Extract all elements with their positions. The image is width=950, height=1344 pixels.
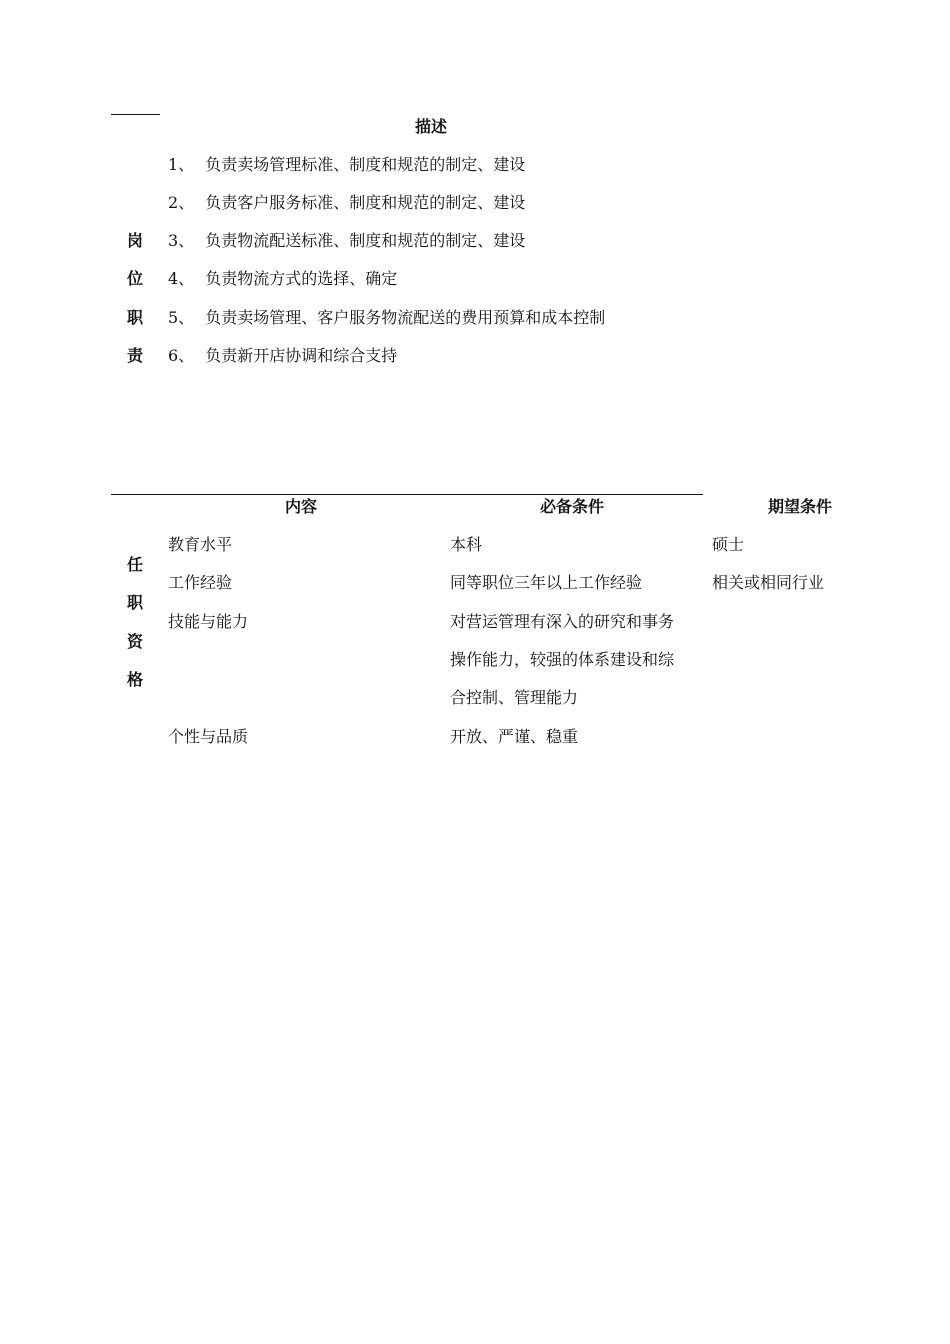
row-required: 对营运管理有深入的研究和事务	[450, 612, 675, 631]
item-text: 负责新开店协调和综合支持	[205, 346, 398, 365]
item-text: 负责卖场管理、客户服务物流配送的费用预算和成本控制	[205, 308, 606, 327]
column-header-required: 必备条件	[540, 497, 605, 516]
item-number: 4、	[168, 269, 195, 288]
row-content: 教育水平	[168, 535, 233, 554]
side-char: 职	[126, 308, 143, 327]
item-number: 6、	[168, 346, 195, 365]
row-required: 同等职位三年以上工作经验	[450, 573, 643, 592]
row-required: 操作能力，较强的体系建设和综	[450, 650, 675, 669]
side-char: 任	[126, 555, 143, 574]
list-item	[168, 269, 397, 289]
row-content: 工作经验	[168, 573, 233, 592]
row-required: 开放、严谨、稳重	[450, 727, 579, 746]
item-number: 5、	[168, 308, 195, 327]
row-required: 本科	[450, 535, 483, 554]
column-header-content: 内容	[285, 497, 318, 516]
list-item	[168, 155, 525, 175]
item-text: 负责卖场管理标准、制度和规范的制定、建设	[205, 155, 526, 174]
item-text: 负责物流配送标准、制度和规范的制定、建设	[205, 231, 526, 250]
list-item	[168, 231, 525, 251]
side-char: 资	[126, 632, 143, 651]
row-expected: 硕士	[712, 535, 745, 554]
row-content: 个性与品质	[168, 727, 249, 746]
item-number: 1、	[168, 155, 195, 174]
side-char: 岗	[126, 231, 143, 250]
side-char: 责	[126, 346, 143, 365]
list-item	[168, 193, 525, 213]
item-number: 2、	[168, 193, 195, 212]
row-expected: 相关或相同行业	[712, 573, 825, 592]
side-char: 格	[126, 670, 143, 689]
list-item	[168, 346, 397, 366]
row-content: 技能与能力	[168, 612, 249, 631]
qualification-top-rule	[111, 494, 703, 495]
item-text: 负责客户服务标准、制度和规范的制定、建设	[205, 193, 526, 212]
row-required: 合控制、管理能力	[450, 688, 579, 707]
list-item	[168, 308, 605, 328]
description-header: 描述	[415, 117, 448, 136]
top-short-rule	[111, 114, 160, 115]
item-text: 负责物流方式的选择、确定	[205, 269, 398, 288]
column-header-expected: 期望条件	[768, 497, 833, 516]
side-char: 职	[126, 593, 143, 612]
item-number: 3、	[168, 231, 195, 250]
side-char: 位	[126, 269, 143, 288]
